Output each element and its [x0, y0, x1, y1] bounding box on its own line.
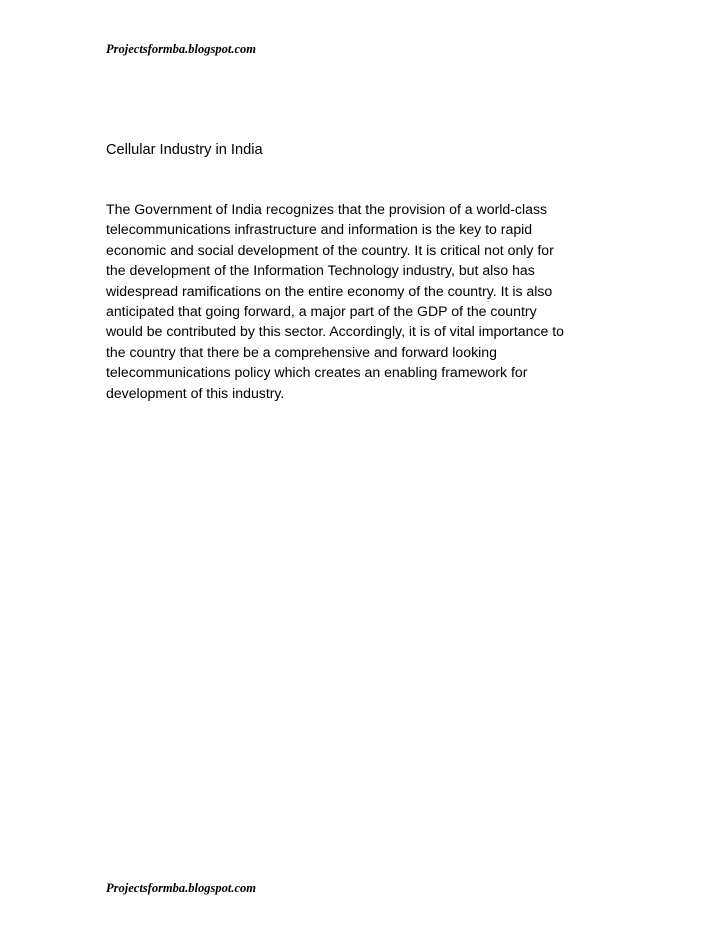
body-paragraph [106, 199, 646, 403]
paragraph-line: the country that there be a comprehensive and forward looking [106, 343, 497, 360]
paragraph-line: the development of the Information Technology industry, but also has [106, 262, 535, 279]
page-header: Projectsformba.blogspot.com [106, 42, 256, 56]
paragraph-line: telecommunications infrastructure and information is the key to rapid [106, 221, 533, 238]
paragraph-line: would be contributed by this sector. Accordingly, it is of vital importance to [106, 323, 565, 340]
document-title: Cellular Industry in India [106, 142, 263, 158]
paragraph-line: widespread ramifications on the entire economy of the country. It is also [106, 282, 553, 299]
paragraph-line: development of this industry. [106, 384, 285, 401]
paragraph-line: economic and social development of the country. It is critical not only for [106, 241, 554, 258]
paragraph-line: telecommunications policy which creates an enabling framework for [106, 364, 528, 381]
paragraph-line: anticipated that going forward, a major part of the GDP of the country [106, 303, 537, 320]
paragraph-line: The Government of India recognizes that the provision of a world-class [106, 201, 548, 217]
page-footer: Projectsformba.blogspot.com [106, 881, 256, 895]
